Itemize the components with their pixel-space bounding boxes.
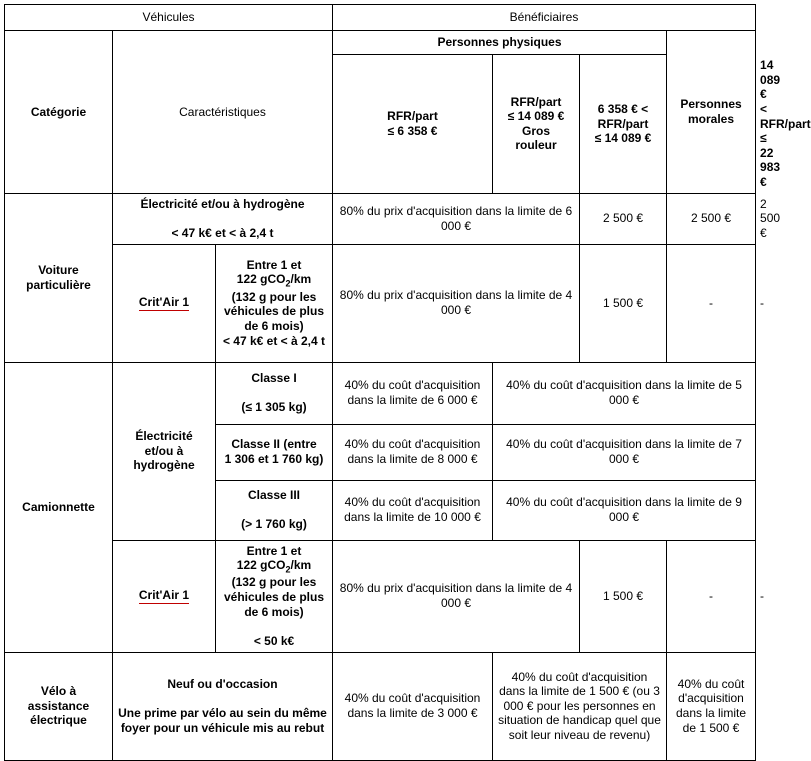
cell-voiture-critair-val2: 1 500 € [580, 244, 667, 362]
row-voiture-electrique: Voiture particulière Électricité et/ou à hydrogène < 47 k€ et < à 2,4 t 80% du prix d'acquisition dans la limite de 6 000 € 2 500 € 2 500 € 2 500 € [5, 193, 756, 244]
cell-camionnette-critair-val1: 80% du prix d'acquisition dans la limite de 4 000 € [333, 540, 580, 652]
row-camionnette-critair: Crit'Air 1 Entre 1 et 122 gCO$_2$/km (132 g pour les véhicules de plus de 6 mois) < 50 k€ 80% du prix d'acquisition dans la limite de 4 000 € 1 500 € - - [5, 540, 756, 652]
cell-camionnette-classe3-val1: 40% du coût d'acquisition dans la limite de 10 000 € [333, 480, 493, 540]
cell-camionnette-elec-carac: Électricité et/ou à hydrogène [113, 362, 216, 540]
row-camionnette-classe1 [5, 362, 756, 424]
bonus-ecologique-table [4, 4, 811, 761]
cell-voiture-critair-val3: - [667, 244, 756, 362]
cell-camionnette-classe2: Classe II (entre 1 306 et 1 760 kg) [216, 424, 333, 480]
cell-voiture-critair-desc: Entre 1 et 122 gCO$_2$/km (132 g pour les véhicules de plus de 6 mois) < 47 k€ et < à 2,4 t [216, 244, 333, 362]
header-row-personnes [5, 31, 756, 55]
cell-voiture-critair-label [113, 244, 216, 362]
cell-velo-val1: 40% du coût d'acquisition dans la limite de 3 000 € [333, 652, 493, 760]
cell-velo-val3: 40% du coût d'acquisition dans la limite de 1 500 € [667, 652, 756, 760]
cell-camionnette-classe2-val1: 40% du coût d'acquisition dans la limite de 8 000 € [333, 424, 493, 480]
header-personnes-physiques: Personnes physiques [333, 31, 667, 55]
critair-badge-voiture: Crit'Air 1 [138, 295, 190, 310]
cell-camionnette-classe1-val1: 40% du coût d'acquisition dans la limite de 6 000 € [333, 362, 493, 424]
header-beneficiaires: Bénéficiaires [333, 5, 756, 31]
header-vehicules: Véhicules [5, 5, 333, 31]
cell-camionnette-critair-val3: - [667, 540, 756, 652]
header-row-rfr: RFR/part ≤ 6 358 € RFR/part ≤ 14 089 € Gros rouleur 6 358 € < RFR/part ≤ 14 089 € 14 089 € < RFR/part ≤ 22 983 € [5, 55, 756, 194]
row-voiture-critair: Crit'Air 1 Entre 1 et 122 gCO$_2$/km (132 g pour les véhicules de plus de 6 mois) < 47 k€ et < à 2,4 t 80% du prix d'acquisition dans la limite de 4 000 € 1 500 € - - [5, 244, 756, 362]
cell-categorie-velo: Vélo à assistance électrique [5, 652, 113, 760]
header-col-rfr-14089-gros: RFR/part ≤ 14 089 € Gros rouleur [493, 55, 580, 194]
header-personnes-morales-label: Personnes morales [680, 97, 742, 126]
cell-camionnette-critair-label [113, 540, 216, 652]
cell-categorie-camionnette: Camionnette [5, 362, 113, 652]
critair-badge-camionnette: Crit'Air 1 [138, 588, 190, 603]
cell-voiture-critair-val1: 80% du prix d'acquisition dans la limite de 4 000 € [333, 244, 580, 362]
header-col-rfr-6358-14089: 6 358 € < RFR/part ≤ 14 089 € [580, 55, 667, 194]
header-col-rfr-6358: RFR/part ≤ 6 358 € [333, 55, 493, 194]
header-personnes-morales [667, 31, 756, 194]
cell-camionnette-classe1-val2: 40% du coût d'acquisition dans la limite de 5 000 € [493, 362, 756, 424]
header-row-top [5, 5, 756, 31]
cell-voiture-elec-val2: 2 500 € [580, 193, 667, 244]
cell-camionnette-critair-desc: Entre 1 et 122 gCO$_2$/km (132 g pour les véhicules de plus de 6 mois) < 50 k€ [216, 540, 333, 652]
cell-voiture-elec-carac: Électricité et/ou à hydrogène < 47 k€ et < à 2,4 t [113, 193, 333, 244]
header-categorie: Catégorie [5, 31, 113, 194]
cell-camionnette-classe3: Classe III (> 1 760 kg) [216, 480, 333, 540]
cell-velo-val2: 40% du coût d'acquisition dans la limite de 1 500 € (ou 3 000 € pour les personnes en situation de handicap quel que soit leur niveau de revenu) [493, 652, 667, 760]
cell-camionnette-classe3-val2: 40% du coût d'acquisition dans la limite de 9 000 € [493, 480, 756, 540]
cell-camionnette-critair-val2: 1 500 € [580, 540, 667, 652]
row-velo [5, 652, 756, 760]
cell-camionnette-classe2-val2: 40% du coût d'acquisition dans la limite de 7 000 € [493, 424, 756, 480]
cell-voiture-elec-val1: 80% du prix d'acquisition dans la limite de 6 000 € [333, 193, 580, 244]
cell-velo-carac: Neuf ou d'occasion Une prime par vélo au sein du même foyer pour un véhicule mis au rebut [113, 652, 333, 760]
cell-categorie-voiture: Voiture particulière [5, 193, 113, 362]
cell-camionnette-classe1: Classe I (≤ 1 305 kg) [216, 362, 333, 424]
cell-voiture-elec-val3: 2 500 € [667, 193, 756, 244]
header-caracteristiques: Caractéristiques [113, 31, 333, 194]
